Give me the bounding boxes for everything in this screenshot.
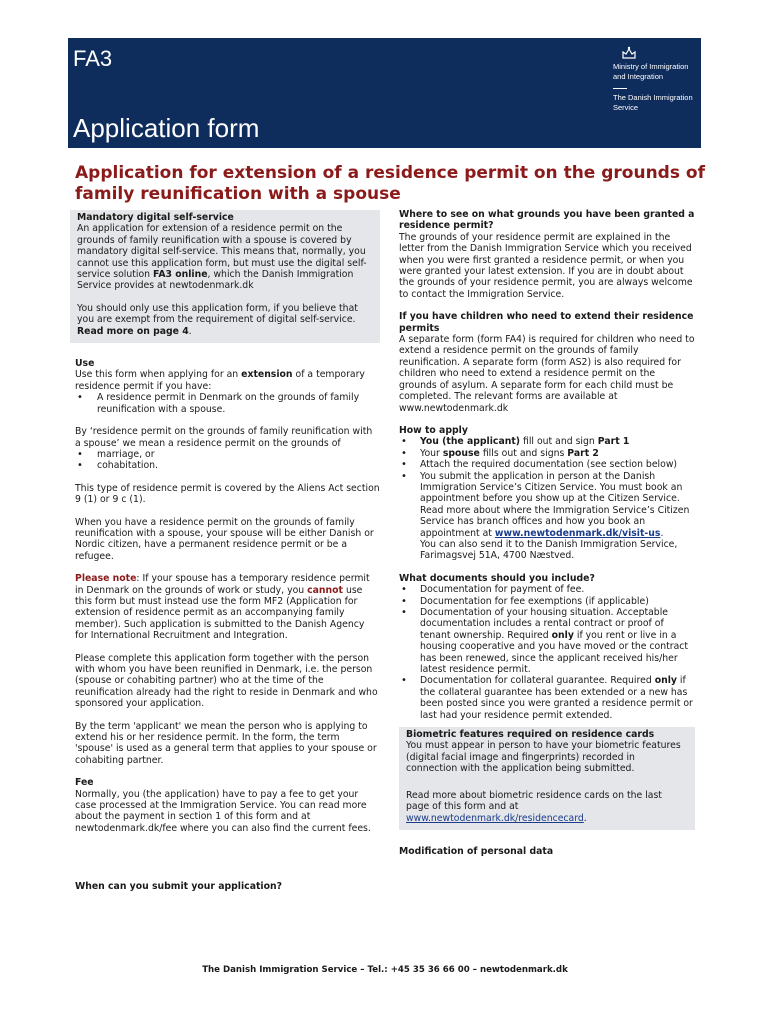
use-text: Use this form when applying for an extension of a temporary residence permit if you have: [75, 369, 365, 392]
children-heading: If you have children who need to extend their residence permits [399, 311, 694, 334]
box-paragraph-1: An application for extension of a residence permit on the grounds of family reunification with a spouse is covered by mandatory digital self-service. This means that, normally, you cannot use this application form, but must use the digital self-service solution FA3 online, which the Danish Immigration Service provides at newtodenmark.dk [77, 223, 367, 292]
logo-service-text: The Danish Immigration Service [613, 93, 693, 112]
logo-divider [613, 88, 627, 89]
where-text: The grounds of your residence permit are explained in the letter from the Danish Immigration Service which you received when you were first granted a residence permit, or when you were granted your latest extension. If you are in doubt about the grounds of your residence permit, you are always welcome to contact the Immigration Service. [399, 231, 693, 300]
when-submit-heading: When can you submit your application? [75, 881, 282, 893]
page-title: Application for extension of a residence permit on the grounds of family reunification with a spouse [75, 163, 705, 204]
biometric-box [399, 727, 695, 830]
list-item: • Your spouse fills out and signs Part 2 [399, 448, 695, 459]
list-item: • You submit the application in person at the Danish Immigration Service’s Citizen Service. You must book an appointment before you show up at the Citizen Service. Read more about where the Immigration Service’s Citizen Service has branch offices and how you book an appointment at www.newtodenmark.dk/visit-us. You can also send it to the Danish Immigration Service, Farimagsvej 51A, 4700 Næstved. [399, 471, 695, 562]
biometric-text: You must appear in person to have your biometric features (digital facial image and fingerprints) recorded in connection with the application being submitted. [406, 740, 681, 775]
digital-self-service-box [70, 210, 380, 343]
form-code: FA3 [73, 46, 113, 71]
complete-together-text: Please complete this application form together with the person with whom you have been reunified in Denmark, i.e. the person (spouse or cohabiting partner) who at the time of the reunification already had the right to reside in Denmark and who sponsored your application. [75, 652, 378, 710]
grounds-list [75, 449, 380, 472]
grounds-definition: By ‘residence permit on the grounds of family reunification with a spouse’ we mean a residence permit on the grounds of [75, 426, 373, 449]
aliens-act-text: This type of residence permit is covered by the Aliens Act section 9 (1) or 9 c (1). [75, 482, 380, 506]
where-heading: Where to see on what grounds you have been granted a residence permit? [399, 209, 695, 232]
how-to-apply-heading: How to apply [399, 424, 468, 436]
documents-list [399, 584, 695, 721]
list-item: • Documentation for fee exemptions (if applicable) [399, 596, 695, 607]
modification-heading: Modification of personal data [399, 845, 554, 857]
fee-heading: Fee [75, 777, 94, 789]
list-item: • Documentation for payment of fee. [399, 584, 695, 595]
box-heading: Mandatory digital self-service [77, 212, 234, 223]
list-item: • A residence permit in Denmark on the grounds of family reunification with a spouse. [75, 392, 380, 415]
applicant-term-text: By the term 'applicant' we mean the person who is applying to extend his or her residence permit. In the form, the term 'spouse' is used as a general term that applies to your spouse or cohabiting partner. [75, 720, 377, 766]
fee-text: Normally, you (the application) have to pay a fee to get your case processed at the Immigration Service. You can read more about the payment in section 1 of this form and at newtodenmark.dk/fee where you can also find the current fees. [75, 788, 371, 834]
list-item: • marriage, or [75, 449, 380, 460]
please-note-text: Please note: If your spouse has a temporary residence permit in Denmark on the grounds of work or study, you cannot use this form but must instead use the form MF2 (Application for extension of residence permit as an accompanying family member). Such application is submitted to the Danish Agency for International Recruitment and Integration. [75, 573, 370, 642]
spouse-status-text: When you have a residence permit on the grounds of family reunification with a spouse, your spouse will be either Danish or Nordic citizen, have a permanent residence permit or be a refugee. [75, 516, 374, 562]
list-item: • cohabitation. [75, 460, 380, 471]
list-item: • Attach the required documentation (see section below) [399, 459, 695, 470]
ministry-logo [613, 46, 701, 113]
logo-ministry-text: Ministry of Immigration and Integration [613, 62, 689, 81]
form-title: Application form [73, 113, 260, 143]
children-text: A separate form (form FA4) is required for children who need to extend a residence permit on the grounds of family reunification. A separate form (form AS2) is also required for children who need to extend a residence permit on the grounds of asylum. A separate form for each child must be completed. The relevant forms are available at www.newtodenmark.dk [399, 334, 695, 414]
use-list [75, 392, 380, 415]
list-item: • You (the applicant) fill out and sign Part 1 [399, 436, 695, 447]
box-paragraph-2: You should only use this application form, if you believe that you are exempt from the requirement of digital self-service. Read more on page 4. [77, 302, 358, 337]
how-to-apply-list [399, 436, 695, 561]
crown-icon [621, 46, 637, 60]
page-footer: The Danish Immigration Service – Tel.: +45 35 36 66 00 – newtodenmark.dk [202, 965, 568, 975]
visit-us-link[interactable]: www.newtodenmark.dk/visit-us [494, 527, 661, 539]
biometric-heading: Biometric features required on residence cards [406, 729, 655, 741]
list-item: • Documentation for collateral guarantee. Required only if the collateral guarantee has been extended or a new has been posted since you were granted a residence permit or last had your residence permit extended. [399, 675, 695, 721]
residencecard-link[interactable]: www.newtodenmark.dk/residencecard [406, 812, 584, 824]
right-column [399, 209, 695, 857]
header-banner [68, 38, 701, 148]
list-item: • Documentation of your housing situation. Acceptable documentation includes a rental contract or proof of tenant ownership. Required only if you rent or live in a housing cooperative and you have moved or the contract has been renewed, since the applicant received his/her latest residence permit. [399, 607, 695, 675]
biometric-read-more: Read more about biometric residence cards on the last page of this form and at www.newtodenmark.dk/residencecard. [406, 789, 662, 824]
documents-heading: What documents should you include? [399, 572, 595, 584]
use-heading: Use [75, 358, 95, 370]
left-column [75, 210, 380, 893]
